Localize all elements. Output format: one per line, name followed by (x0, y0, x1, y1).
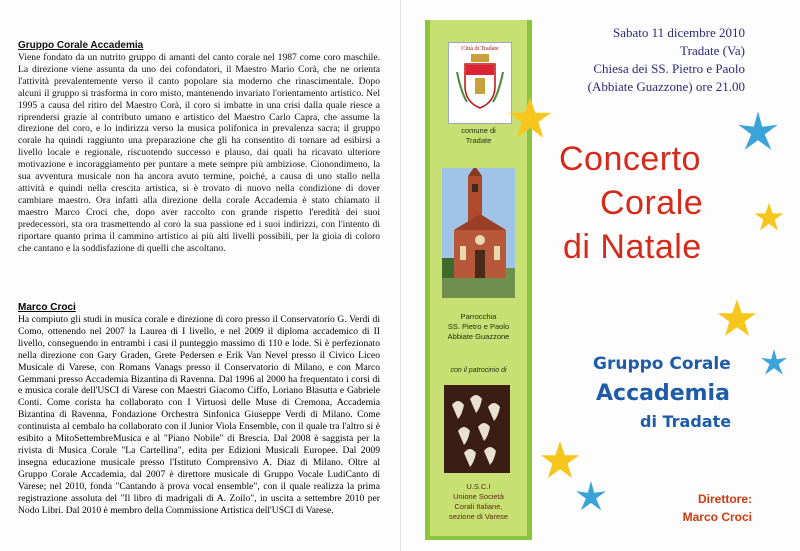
event-place-time: (Abbiate Guazzone) ore 21.00 (587, 79, 745, 94)
title-line-2: Corale (600, 184, 704, 222)
usci-line-4: sezione di Varese (448, 512, 509, 521)
event-date: Sabato 11 dicembre 2010 (612, 25, 745, 40)
church-photo (442, 168, 515, 298)
director-label: Direttore: (697, 492, 752, 506)
title-line-3: di Natale (563, 228, 702, 266)
group-line-3: di Tradate (640, 412, 732, 431)
section-body-marco-croci: Ha compiuto gli studi in musica corale e direzione di coro presso il Conservatorio G. Verdi di Como, ottenendo nel 2007 la Laurea di I livello, e nel 2009 il diploma accademico di II livello, conseguendo in entrambi i casi il punteggio massimo di 110 e lode. Si è perfezionato nella direzione con Gary Graden, Grete Pedersen e Erik Van Nevel presso il Civico Liceo Musicale di Varese, con Romans Vanags presso il Conservatorio di Milano, e con Marco Gemmani presso Accademia Bizantina di Ravenna. Dal 1996 al 2000 ha frequentato i corsi di e musica corale dell'USCI di Varese con Maestri Giacomo Ciffo, Loriano Blasutta e Gabriele Conti. Come corista ha collaborato con I Virtuosi delle Muse di Cremona, Accademia Bizantina di Ravenna, Fondazione Orchestra Sinfonica Giuseppe Verdi di Milano. Come continuista al cembalo ha collaborato con il Junior Viola Ensemble, con il quale tra l'altro si è esibito a MitoSettembreMusica e al "Piano Nobile" di Brescia. Dal 2008 è saggista per la rivista di Musica Corale "La Cartellina", edita per Edizioni Musicali Europee. Dal 2009 insegna educazione musicale presso l'Istituto Comprensivo A. Diaz di Milano. Oltre al Gruppo Corale Accademia, dal 2007 è direttore musicale di Gruppo Vocale LudiCanto di Varese; nel 2010, fonda "Cantando à prova vocal ensemble", con il quale realizza la prima registrazione assoluta del "Il libro di madrigali di A. Zoilo", in uscita a settembre 2010 per Nodo Libri. Dal 2010 è membro della Commissione Artistica dell'USCI di Varese. (18, 314, 380, 516)
section-title-marco-croci: Marco Croci (18, 302, 76, 313)
director-block (640, 490, 752, 526)
yellow-star-icon (717, 298, 757, 338)
crest-shield-icon (449, 52, 511, 118)
blue-starfish-icon (760, 348, 788, 376)
yellow-star-icon (754, 202, 784, 232)
event-city: Tradate (Va) (680, 43, 745, 58)
group-line-2: Accademia (596, 381, 730, 406)
parrocchia-line-1: Parrocchia (460, 312, 497, 321)
parrocchia-line-2: SS. Pietro e Paolo (447, 322, 510, 331)
left-column (18, 40, 380, 254)
comune-line-2: Tradate (465, 136, 492, 145)
usci-line-1: U.S.C.I (466, 482, 491, 491)
group-line-1: Gruppo Corale (593, 354, 731, 374)
event-church: Chiesa dei SS. Pietro e Paolo (593, 61, 745, 76)
crest-label: Città di Tradate (461, 46, 499, 52)
patrocinio-label: con il patrocinio di (450, 367, 507, 374)
yellow-star-icon (540, 440, 580, 480)
fold-line (400, 0, 401, 551)
usci-logo (444, 385, 510, 473)
event-details (555, 24, 745, 96)
usci-line-3: Corali Italiane, (454, 502, 503, 511)
section-gruppo-corale (18, 40, 380, 254)
director-name: Marco Croci (682, 510, 752, 524)
parrocchia-line-3: Abbiate Guazzone (447, 332, 510, 341)
section-body-gruppo-corale: Viene fondato da un nutrito gruppo di amanti del canto corale nel 1987 come coro maschile. La direzione viene assunta da uno dei cofondatori, il Maestro Mario Corà, che ne orienta l'attività prevalentemente verso il canto popolare sia moderno che rinascimentale. Dopo alcuni il gruppo si trasforma in coro misto, mantenendo invariato l'orientamento artistico. Nel 1995 a causa del ritiro del Maestro Corà, il coro si imbatte in una crisi dalla quale riesce a riprendersi grazie al contributo umano e artistico del Maestro Carlo Capra, che assume la direzione del coro, e lo indirizza verso la musica polifonica in prevalenza sacra; il gruppo corale ha quindi raggiunto una preparazione che gli ha consentito di tornare ad esibirsi a livello locale e regionale, riscuotendo successo e plauso, dai quali ha ricavato ulteriore motivazione e incoraggiamento per puntare a mete sempre più ambiziose. Cionondimeno, la sua avventura musicale non ha ancora avuto termine, poiché, a causa di uno stallo nella attività e quindi nella crescita artistica, si è trovato di nuovo nella condizione di dover cambiare maestro. Ora infatti alla direzione della corale Accademia è stato chiamato il maestro Marco Croci che, dopo aver raccolto con grande rispetto l'eredità dei suoi predecessori, sta ora trasmettendo al coro la sua passione ed i suoi indirizzi, con l'intento di riportare quanto prima il cammino artistico ai più alti livelli possibili, per la gioia di coloro che cantano e la soddisfazione di quelli che ascoltano. (18, 52, 380, 254)
parrocchia-label (430, 312, 527, 342)
section-marco-croci (18, 302, 380, 516)
blue-starfish-icon (737, 110, 779, 152)
blue-starfish-icon (575, 480, 607, 512)
usci-line-2: Unione Società (453, 492, 504, 501)
city-crest (448, 42, 512, 124)
yellow-star-icon (508, 96, 552, 140)
comune-line-1: comune di (461, 126, 496, 135)
section-title-gruppo-corale: Gruppo Corale Accademia (18, 40, 144, 51)
usci-label (430, 482, 527, 522)
title-line-1: Concerto (559, 140, 701, 178)
